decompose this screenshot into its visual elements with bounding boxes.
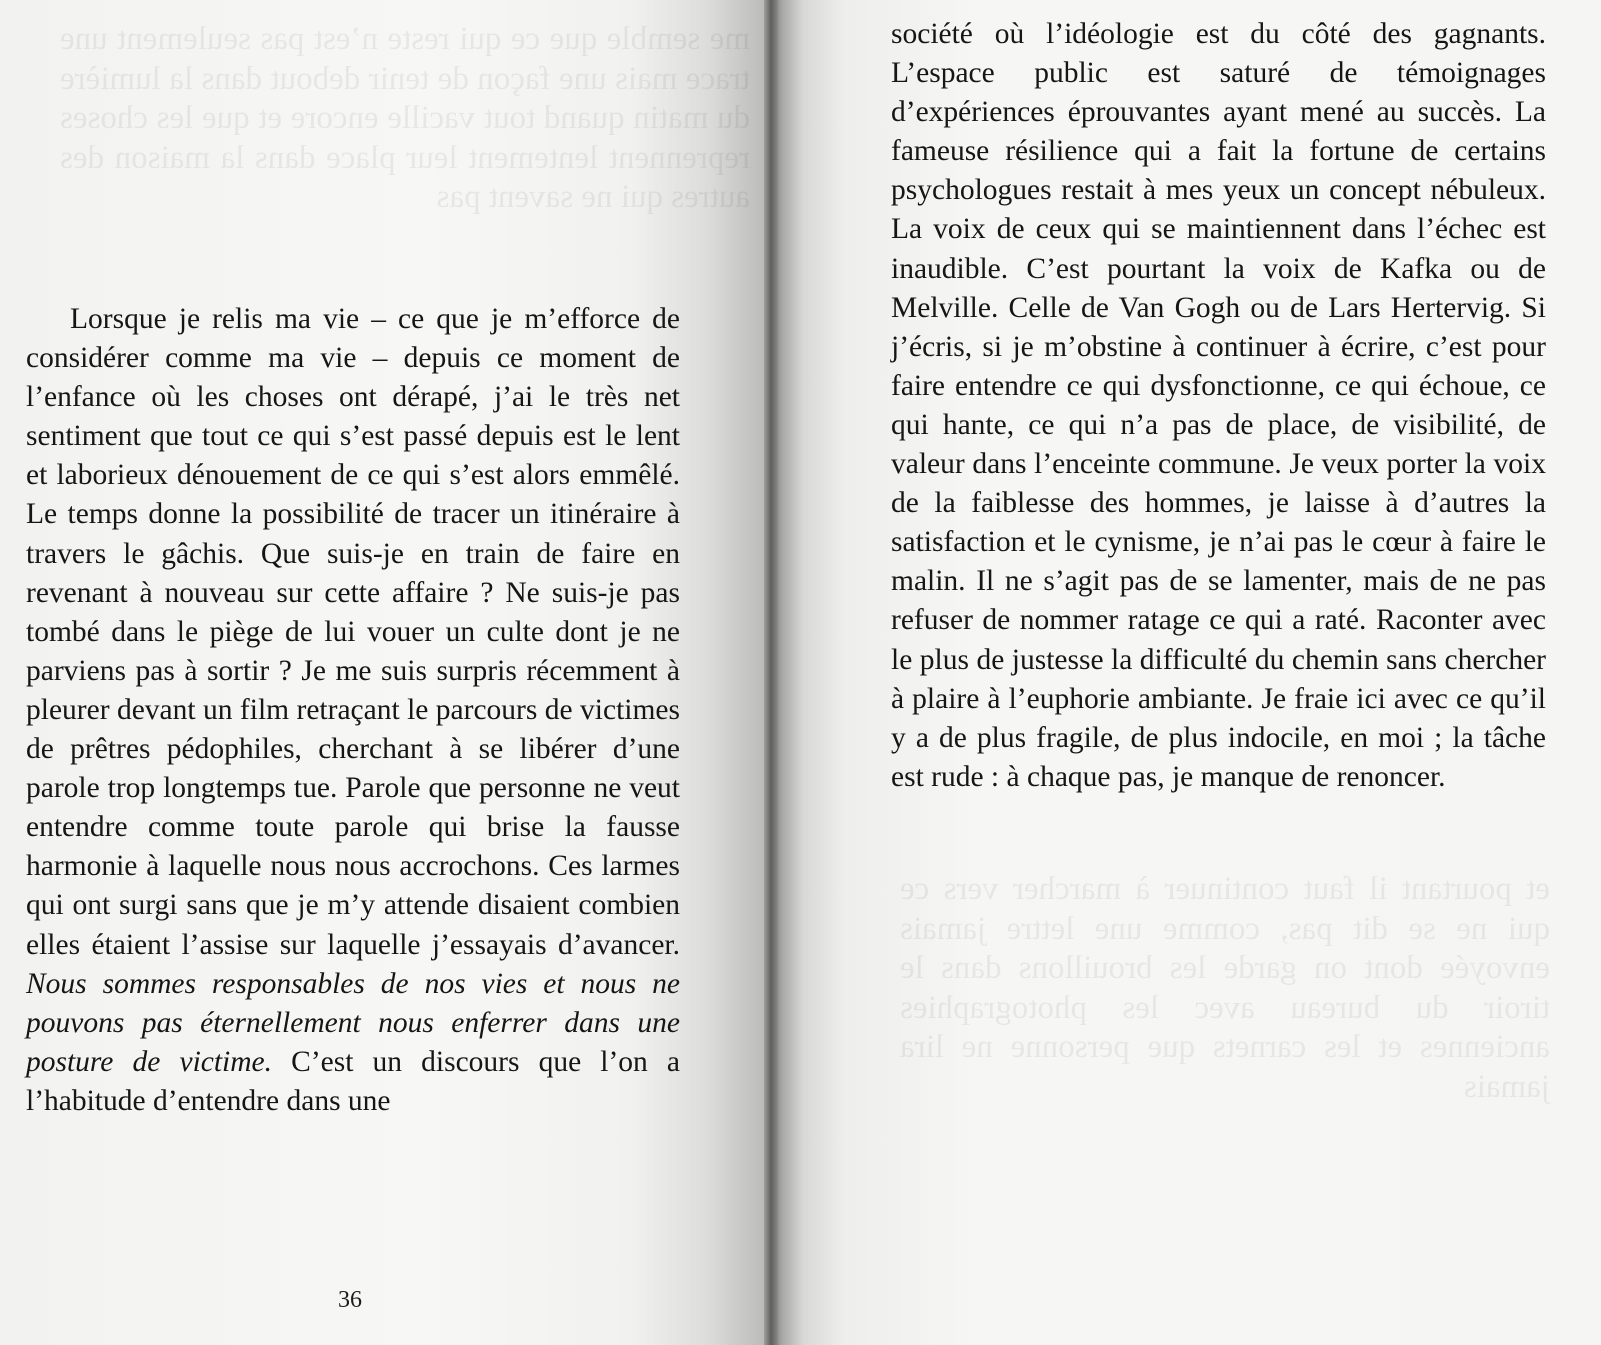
page-number: 36: [338, 1287, 362, 1313]
show-through-text: et pourtant il faut continuer à marcher vers ce qui ne se dit pas, comme une lettre jamais envoyée dont on garde les brouillons dans le tiroir du bureau avec les photographies anciennes et les carnets que personne ne lira jamais: [900, 871, 1550, 1105]
show-through-text: me semble que ce qui reste n’est pas seulement une trace mais une façon de tenir debout dans la lumière du matin quand tout vacille encore et que les choses reprennent lentement leur place dans la maison des autres qui ne savent pas: [60, 21, 750, 216]
left-paragraph-start: Lorsque je relis ma vie – ce que je m’efforce de considérer comme ma vie – depuis ce moment de l’enfance où les choses ont dérapé, j’ai le très net sentiment que tout ce qui s’est passé depuis est le lent et laborieux dénouement de ce qui s’est alors emmêlé. Le temps donne la possibilité de tracer un itinéraire à travers le gâchis. Que suis-je en train de faire en revenant à nouveau sur cette affaire ? Ne suis-je pas tombé dans le piège de lui vouer un culte dont je ne parviens pas à sortir ? Je me suis surpris récemment à pleurer devant un film retraçant le parcours de victimes de prêtres pédophiles, cherchant à se libérer d’une parole trop longtemps tue. Parole que personne ne veut entendre comme toute parole qui brise la fausse harmonie à laquelle nous nous accrochons. Ces larmes qui ont surgi sans que je m’y attende disaient combien elles étaient l’assise sur laquelle j’essayais d’avancer.: [26, 303, 680, 961]
left-paragraph: [26, 300, 680, 1121]
left-page-text: [26, 300, 680, 1121]
book-gutter: [764, 0, 778, 1345]
right-paragraph: société où l’idéologie est du côté des gagnants. L’espace public est saturé de témoignages d’expériences éprouvantes ayant mené au succès. La fameuse résilience qui a fait la fortune de certains psychologues restait à mes yeux un concept nébuleux. La voix de ceux qui se maintiennent dans l’échec est inaudible. C’est pourtant la voix de Kafka ou de Melville. Celle de Van Gogh ou de Lars Hertervig. Si j’écris, si je m’obstine à continuer à écrire, c’est pour faire entendre ce qui dysfonctionne, ce qui échoue, ce qui hante, ce qui n’a pas de place, de visibilité, de valeur dans l’enceinte commune. Je veux porter la voix de la faiblesse des hommes, je laisse à d’autres la satisfaction et le cynisme, je n’ai pas le cœur à faire le malin. Il ne s’agit pas de se lamenter, mais de ne pas refuser de nommer ratage ce qui a raté. Raconter avec le plus de justesse la difficulté du chemin sans chercher à plaire à l’euphorie ambiante. Je fraie ici avec ce qu’il y a de plus fragile, de plus indocile, en moi ; la tâche est rude : à chaque pas, je manque de renoncer.: [891, 18, 1546, 793]
left-page: [0, 0, 770, 1345]
left-paragraph-italic: Nous sommes responsables de nos vies et nous ne pouvons pas éternellement nous enferrer dans une posture de victime.: [26, 967, 680, 1078]
right-page-text: [891, 15, 1546, 797]
left-paragraph-end: C’est un discours que l’on a l’habitude d’entendre dans une: [26, 1045, 681, 1117]
